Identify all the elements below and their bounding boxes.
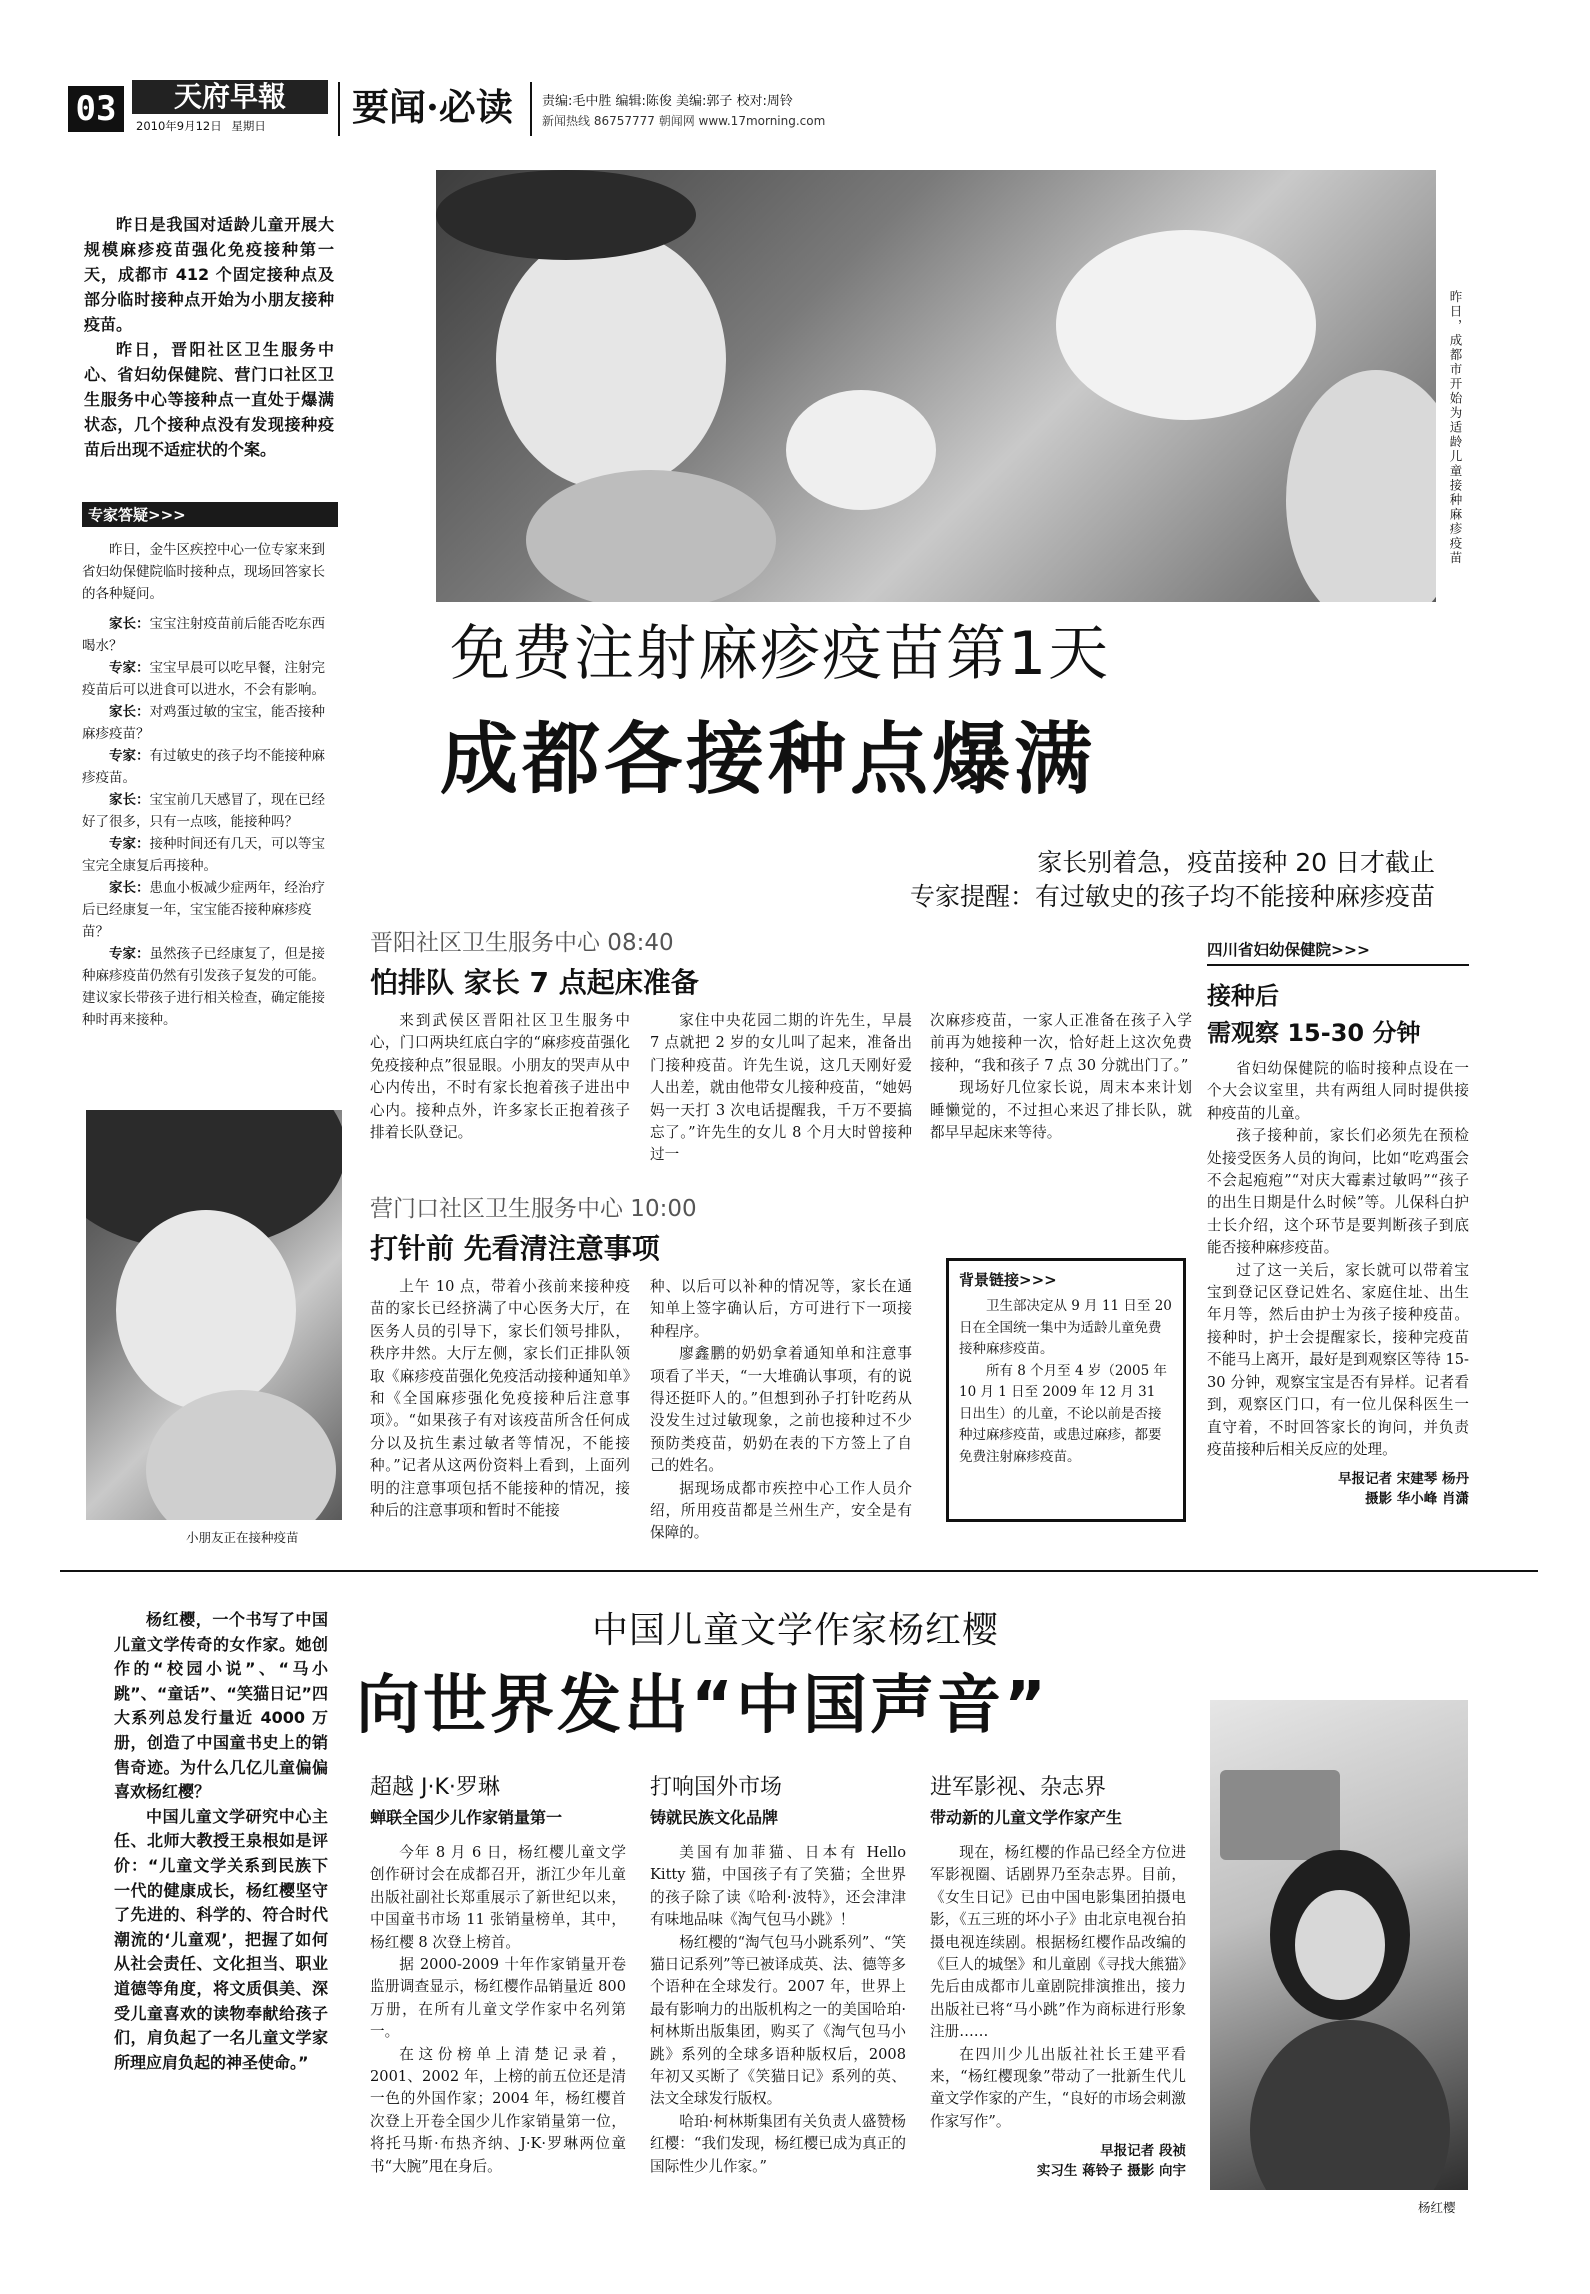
vaccination-photo — [436, 170, 1436, 602]
small-photo-caption: 小朋友正在接种疫苗 — [186, 1530, 299, 1545]
col-body — [650, 1842, 906, 2178]
qa-body — [82, 539, 338, 1031]
byline: 早报记者 段祯 — [1100, 2143, 1186, 2160]
story1-title-line1: 免费注射麻疹疫苗第1天 — [450, 619, 1111, 689]
col-sub: 蝉联全国少儿作家销量第一 — [370, 1808, 563, 1827]
section-c-headline2: 需观察 15-30 分钟 — [1207, 1019, 1421, 1047]
date: 2010年9月12日 — [136, 119, 222, 133]
story2-col3 — [930, 1770, 1186, 2179]
qa-item: 专家：接种时间还有几天，可以等宝宝完全康复后再接种。 — [82, 836, 325, 874]
section-c-body — [1207, 1058, 1469, 1461]
qa-item: 家长：对鸡蛋过敏的宝宝，能否接种麻疹疫苗？ — [82, 704, 325, 742]
story2-col1 — [370, 1770, 626, 2178]
author-photo-caption: 杨红樱 — [1418, 2200, 1456, 2215]
qa-item: 家长：宝宝前几天感冒了，现在已经好了很多，只有一点咳，能接种吗？ — [82, 792, 325, 830]
section-c-headline1: 接种后 — [1207, 982, 1279, 1010]
paragraph: 家住中央花园二期的许先生，早晨 7 点就把 2 岁的女儿叫了起来，准备出门接种疫苗。许先生说，这几天刚好爱人出差，就由他带女儿接种疫苗，“她妈妈一天打 3 次电话提醒我，千万不要搞忘了。”许先生的女儿 8 个月大时曾接种过一 — [650, 1012, 912, 1164]
qa-item: 专家：宝宝早晨可以吃早餐，注射完疫苗后可以进食可以进水，不会有影响。 — [82, 660, 325, 698]
paragraph: 美国有加菲猫、日本有 Hello Kitty 猫，中国孩子有了笑猫；全世界的孩子除了读《哈利·波特》，还会津津有味地品味《淘气包马小跳》！ — [650, 1844, 906, 1929]
background-box — [946, 1258, 1186, 1522]
photo-caption: 昨日，成都市开始为适龄儿童接种麻疹疫苗 — [1448, 290, 1463, 566]
lead-paragraph: 昨日，晋阳社区卫生服务中心、省妇幼保健院、营门口社区卫生服务中心等接种点一直处于爆满状态，几个接种点没有发现接种疫苗后出现不适症状的个案。 — [84, 340, 334, 459]
paragraph: 据现场成都市疾控中心工作人员介绍，所用疫苗都是兰州生产，安全是有保障的。 — [650, 1479, 912, 1542]
divider — [338, 82, 340, 136]
intro-paragraph: 杨红樱，一个书写了中国儿童文学传奇的女作家。她创作的“校园小说”、“马小跳”、“童话”、“笑猫日记”四大系列总发行量近 4000 万册，创造了中国童书史上的销售奇迹。为什么几亿儿童偏偏喜欢杨红樱？ — [114, 1610, 328, 1802]
story2-intro — [114, 1608, 328, 2075]
paragraph: 在这份榜单上清楚记录着，2001、2002 年，上榜的前五位还是清一色的外国作家；2004 年，杨红樱首次登上开卷全国少儿作家销量第一位，将托马斯·布热齐纳、J·K·罗琳两位童书“大腕”甩在身后。 — [370, 2045, 626, 2175]
section-c — [1207, 938, 1469, 1507]
paragraph: 省妇幼保健院的临时接种点设在一个大会议室里，共有两组人同时提供接种疫苗的儿童。 — [1207, 1060, 1469, 1122]
section-a-col3 — [930, 1010, 1192, 1144]
hotline: 新闻热线 86757777 朝闻网 www.17morning.com — [542, 114, 826, 128]
issue-date — [136, 118, 266, 134]
section-a-col1 — [370, 1010, 630, 1144]
paragraph: 来到武侯区晋阳社区卫生服务中心，门口两块红底白字的“麻疹疫苗强化免疫接种点”很显眼。小朋友的哭声从中心内传出，不时有家长抱着孩子进出中心内。接种点外，许多家长正抱着孩子排着长队登记。 — [370, 1012, 630, 1142]
section-b-col1 — [370, 1276, 630, 1522]
lead-paragraph: 昨日是我国对适龄儿童开展大规模麻疹疫苗强化免疫接种第一天，成都市 412 个固定接种点及部分临时接种点开始为小朋友接种疫苗。 — [84, 215, 334, 334]
paper-logo: 天府早報 — [132, 80, 328, 114]
section-b-place: 营门口社区卫生服务中心 10:00 — [370, 1196, 697, 1222]
qa-item: 家长：宝宝注射疫苗前后能否吃东西喝水？ — [82, 616, 325, 654]
section-b — [370, 1190, 1070, 1267]
col-head: 超越 J·K·罗琳 — [370, 1775, 500, 1800]
paragraph: 现场好几位家长说，周末本来计划睡懒觉的，不过担心来迟了排长队，就都早早起床来等待。 — [930, 1079, 1192, 1142]
paragraph: 次麻疹疫苗，一家人正准备在孩子入学前再为她接种一次，恰好赶上这次免费接种，“我和孩子 7 点 30 分就出门了。” — [930, 1012, 1192, 1074]
col-head: 进军影视、杂志界 — [930, 1775, 1107, 1800]
section-a — [370, 924, 1190, 1001]
paragraph: 哈珀·柯林斯集团有关负责人盛赞杨红樱：“我们发现，杨红樱已成为真正的国际性少儿作家。” — [650, 2112, 906, 2175]
paragraph: 卫生部决定从 9 月 11 日至 20 日在全国统一集中为适龄儿童免费接种麻疹疫苗。 — [959, 1298, 1172, 1357]
paragraph: 廖鑫鹏的奶奶拿着通知单和注意事项看了半天，“一大堆确认事项，有的说得还挺吓人的。”但想到孙子打针吃药从没发生过过敏现象，之前也接种过不少预防类疫苗，奶奶在表的下方签上了自己的姓名。 — [650, 1345, 912, 1475]
divider — [530, 82, 532, 136]
col-sub: 带动新的儿童文学作家产生 — [930, 1808, 1123, 1827]
col-sub: 铸就民族文化品牌 — [650, 1808, 779, 1827]
author-photo — [1210, 1700, 1468, 2190]
weekday: 星期日 — [231, 119, 266, 133]
child-injection-photo — [86, 1110, 342, 1520]
page-number: 03 — [68, 86, 124, 132]
byline: 摄影 华小峰 肖潇 — [1365, 1491, 1469, 1508]
story2-col2 — [650, 1770, 906, 2178]
qa-item: 专家：有过敏史的孩子均不能接种麻疹疫苗。 — [82, 748, 325, 786]
story1-lead — [84, 212, 334, 462]
section-title: 要闻·必读 — [352, 85, 513, 129]
section-b-headline: 打针前 先看清注意事项 — [370, 1232, 660, 1265]
col-body — [370, 1842, 626, 2178]
story2-kicker: 中国儿童文学作家杨红樱 — [592, 1610, 1000, 1651]
story1-title-line2: 成都各接种点爆满 — [440, 715, 1097, 805]
paragraph: 种、以后可以补种的情况等，家长在通知单上签字确认后，方可进行下一项接种程序。 — [650, 1278, 912, 1340]
paragraph: 上午 10 点，带着小孩前来接种疫苗的家长已经挤满了中心医务大厅，在医务人员的引导下，家长们领号排队，秩序井然。大厅左侧，家长们正排队领取《麻疹疫苗强化免疫活动接种通知单》和《全国麻疹强化免疫接种后注意事项》。“如果孩子有对该疫苗所含任何成分以及抗生素过敏者等情况，不能接种。”记者从这两份资料上看到，上面列明的注意事项包括不能接种的情况，接种后的注意事项和暂时不能接 — [370, 1278, 630, 1520]
section-c-place: 四川省妇幼保健院>>> — [1207, 938, 1469, 966]
qa-item: 专家：虽然孩子已经康复了，但是接种麻疹疫苗仍然有引发孩子复发的可能。建议家长带孩子进行相关检查，确定能接种时再来接种。 — [82, 946, 325, 1028]
paragraph: 所有 8 个月至 4 岁（2005 年 10 月 1 日至 2009 年 12 月 31 日出生）的儿童，不论以前是否接种过麻疹疫苗，或患过麻疹，都要免费注射麻疹疫苗。 — [959, 1362, 1167, 1465]
credits: 责编:毛中胜 编辑:陈俊 美编:郭子 校对:周铃 — [542, 94, 793, 109]
paragraph: 据 2000-2009 十年作家销量开卷监册调查显示，杨红樱作品销量近 800 万册，在所有儿童文学作家中名列第一。 — [370, 1956, 626, 2041]
masthead — [68, 80, 1538, 142]
section-a-col2 — [650, 1010, 912, 1167]
expert-qa-box — [82, 502, 338, 1031]
paragraph: 过了这一关后，家长就可以带着宝宝到登记区登记姓名、家庭住址、出生年月等，然后由护士为孩子接种疫苗。接种时，护士会提醒家长，接种完疫苗不能马上离开，最好是到观察区等待 15-30 分钟，观察宝宝是否有异样。记者看到，观察区门口，有一位儿保科医生一直守着，不时回答家长的询问，并负责疫苗接种后相关反应的处理。 — [1207, 1261, 1469, 1458]
story1-deck2: 专家提醒：有过敏史的孩子均不能接种麻疹疫苗 — [909, 882, 1435, 911]
byline: 实习生 蒋铃子 摄影 向宇 — [1036, 2163, 1186, 2180]
qa-intro: 昨日，金牛区疾控中心一位专家来到省妇幼保健院临时接种点，现场回答家长的各种疑问。 — [82, 542, 325, 602]
qa-item: 家长：患血小板减少症两年，经治疗后已经康复一年，宝宝能否接种麻疹疫苗？ — [82, 880, 325, 940]
col-body — [930, 1842, 1186, 2133]
background-body — [959, 1296, 1173, 1468]
paragraph: 今年 8 月 6 日，杨红樱儿童文学创作研讨会在成都召开，浙江少年儿童出版社副社长郑重展示了新世纪以来，中国童书市场 11 张销量榜单，其中，杨红樱 8 次登上榜首。 — [370, 1844, 626, 1951]
paragraph: 在四川少儿出版社社长王建平看来，“杨红樱现象”带动了一批新生代儿童文学作家的产生，“良好的市场会刺激作家写作”。 — [930, 2045, 1186, 2130]
byline: 早报记者 宋建琴 杨丹 — [1338, 1471, 1469, 1488]
qa-header: 专家答疑>>> — [82, 502, 338, 527]
section-a-place: 晋阳社区卫生服务中心 08:40 — [370, 930, 674, 956]
story-divider — [60, 1570, 1538, 1572]
paragraph: 杨红樱的“淘气包马小跳系列”、“笑猫日记系列”等已被译成英、法、德等多个语种在全球发行。2007 年，世界上最有影响力的出版机构之一的美国哈珀·柯林斯出版集团，购买了《淘气包马小跳》系列的全球多语种版权后，2008 年初又买断了《笑猫日记》系列的英、法文全球发行版权。 — [650, 1933, 906, 2108]
section-a-headline: 怕排队 家长 7 点起床准备 — [370, 966, 699, 999]
section-b-col2 — [650, 1276, 912, 1545]
story1-deck1: 家长别着急，疫苗接种 20 日才截止 — [1037, 848, 1435, 877]
paragraph: 现在，杨红樱的作品已经全方位进军影视圈、话剧界乃至杂志界。目前，《女生日记》已由中国电影集团拍摄电影，《五三班的坏小子》由北京电视台拍摄电视连续剧。根据杨红樱作品改编的《巨人的城堡》和儿童剧《寻找大熊猫》先后由成都市儿童剧院排演推出，接力出版社已将“马小跳”作为商标进行形象注册…… — [930, 1844, 1186, 2041]
paragraph: 孩子接种前，家长们必须先在预检处接受医务人员的询问，比如“吃鸡蛋会不会起疱疱”“对庆大霉素过敏吗”“孩子的出生日期是什么时候”等。儿保科白护士长介绍，这个环节是要判断孩子到底能否接种麻疹疫苗。 — [1207, 1127, 1469, 1257]
story2-title: 向世界发出“中国声音” — [356, 1669, 1050, 1743]
intro-paragraph: 中国儿童文学研究中心主任、北师大教授王泉根如是评价：“儿童文学关系到民族下一代的健康成长，杨红樱坚守了先进的、科学的、符合时代潮流的‘儿童观’，把握了如何从社会责任、文化担当、职业道德等角度，将文质俱美、深受儿童喜欢的读物奉献给孩子们，肩负起了一名儿童文学家所理应肩负起的神圣使命。” — [114, 1806, 328, 2072]
col-head: 打响国外市场 — [650, 1775, 783, 1800]
background-header: 背景链接>>> — [959, 1271, 1057, 1289]
